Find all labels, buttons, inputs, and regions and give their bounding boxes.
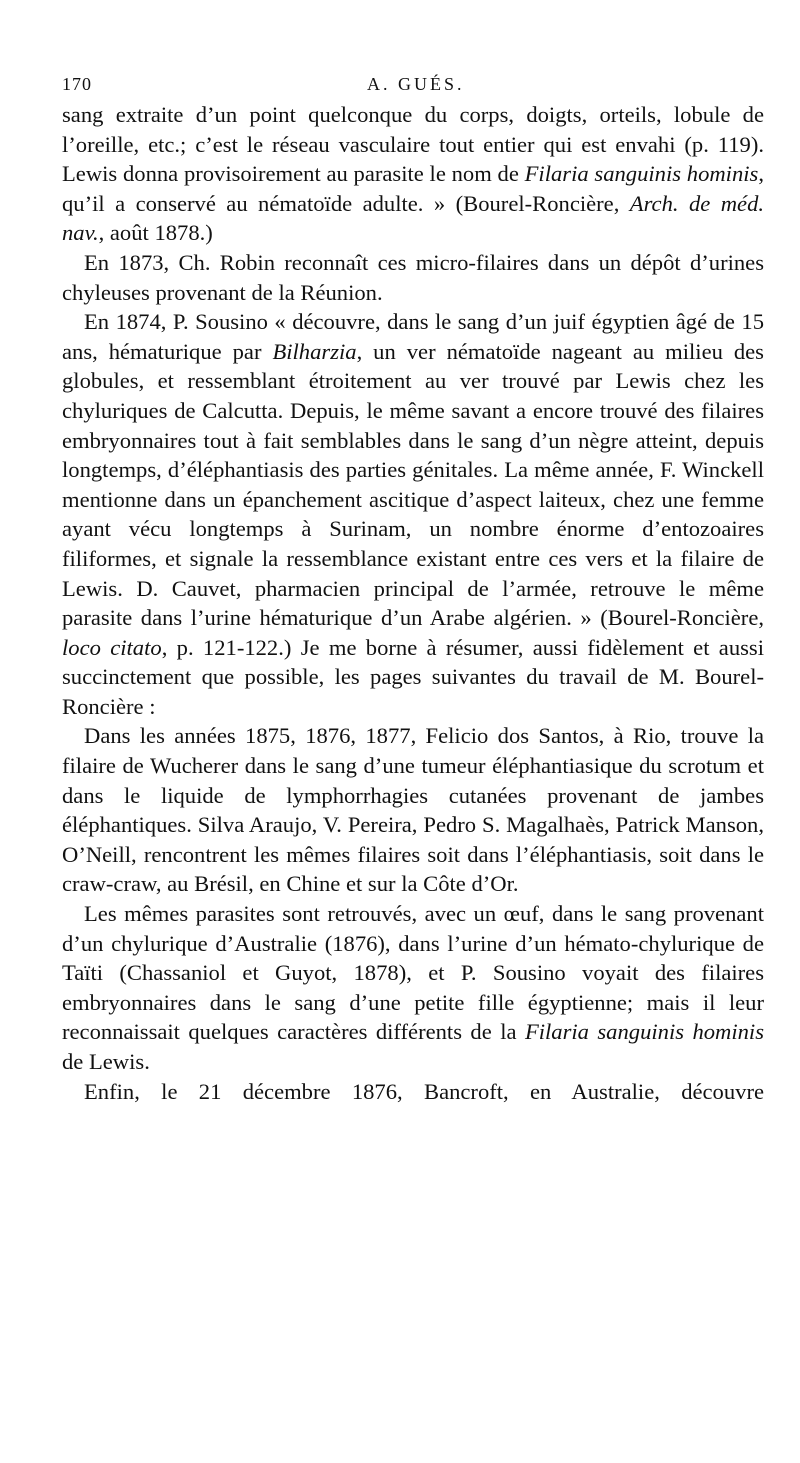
body-text [62,100,764,1106]
italic-term: Bilharzia [272,338,357,364]
paragraph: Enfin, le 21 décembre 1876, Bancroft, en Australie, découvre [84,1078,764,1104]
italic-term: loco citato [62,634,162,660]
paragraph: Dans les années 1875, 1876, 1877, Felicio dos Santos, à Rio, trouve la filaire de Wucherer dans le sang d’une tumeur éléphantiasique du scrotum et dans le liquide de lymphorrhagies cutanées provenant de jambes éléphantiques. Silva Araujo, V. Pereira, Pedro S. Magalhaès, Patrick Manson, O’Neill, rencontrent les mêmes filaires soit dans l’éléphantiasis, soit dans le craw-craw, au Brésil, en Chine et sur la Côte d’Or. [62,723,764,897]
paragraph: En 1874, P. Sousino « découvre, dans le sang d’un juif égyptien âgé de 15 ans, hématurique par Bilharzia, un ver nématoïde nageant au milieu des globules, et ressemblant étroitement au ver trouvé par Lewis chez les chyluriques de Calcutta. Depuis, le même savant a encore trouvé des filaires embryonnaires tout à fait semblables dans le sang d’un nègre atteint, depuis longtemps, d’éléphantiasis des parties génitales. La même année, F. Winckell mentionne dans un épanchement ascitique d’aspect laiteux, chez une femme ayant vécu longtemps à Surinam, un nombre énorme d’entozoaires filiformes, et signale la ressemblance existant entre ces vers et la filaire de Lewis. D. Cauvet, pharmacien principal de l’armée, retrouve le même parasite dans l’urine hématurique d’un Arabe algérien. » (Bourel-Roncière, loco citato, p. 121-122.) Je me borne à résumer, aussi fidèlement et aussi succinctement que possible, les pages suivantes du travail de M. Bourel-Roncière : [62,309,764,719]
page-header [62,70,762,100]
italic-term: Filaria sanguinis hominis [524,161,759,187]
running-head: A. GUÉS. [367,74,465,94]
page-number: 170 [62,74,92,94]
paragraph: Les mêmes parasites sont retrouvés, avec un œuf, dans le sang provenant d’un chylurique d’Australie (1876), dans l’urine d’un hémato-chylurique de Taïti (Chassaniol et Guyot, 1878), et P. Sousino voyait des filaires embryonnaires dans le sang d’une petite fille égyptienne; mais il leur reconnaissait quelques caractères différents de la Filaria sanguinis hominis de Lewis. [62,901,764,1074]
paragraph: En 1873, Ch. Robin reconnaît ces micro-filaires dans un dépôt d’urines chyleuses provenant de la Réunion. [62,249,764,305]
paragraph: sang extraite d’un point quelconque du corps, doigts, orteils, lobule de l’oreille, etc.; c’est le réseau vasculaire tout entier qui est envahi (p. 119). Lewis donna provisoirement au parasite le nom de Filaria sanguinis hominis, qu’il a conservé au nématoïde adulte. » (Bourel-Roncière, Arch. de méd. nav., août 1878.) [62,102,765,246]
italic-term: Arch. de méd. nav. [62,190,765,246]
italic-term: Filaria sanguinis hominis [524,1019,764,1045]
